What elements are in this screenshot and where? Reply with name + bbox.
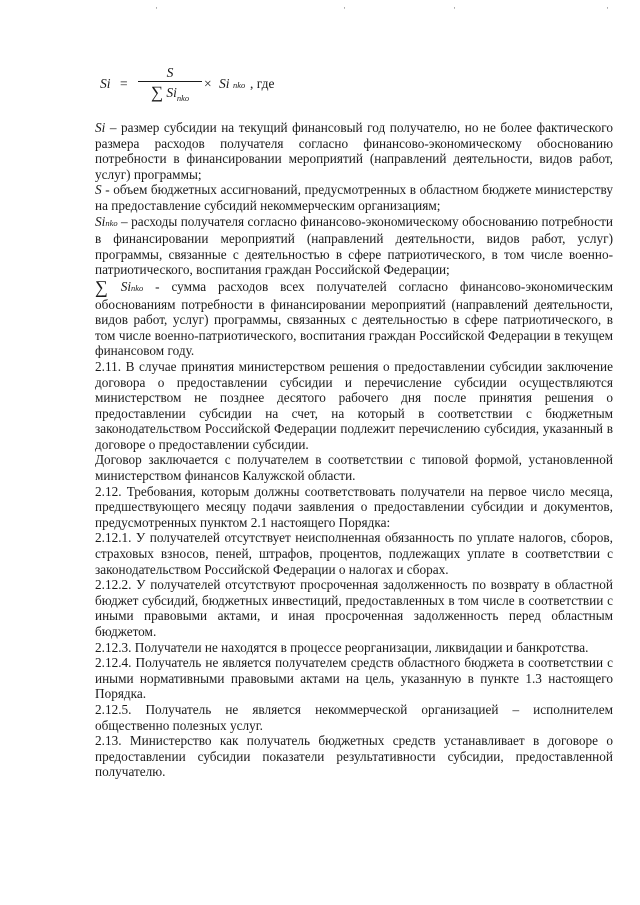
formula-tail: , где bbox=[250, 76, 275, 91]
formula-denominator bbox=[138, 82, 202, 102]
definition-sinko: Sinko – расходы получателя согласно финансово-экономическому обоснованию потребности в финансировании мероприятий (направлений деятельности, видов работ, услуг) программы, связанные с деятельностью в сфере патриотического, в том числе военно-патриотического, воспитания граждан Российской Федерации; bbox=[95, 213, 613, 278]
definition-si: Si – размер субсидии на текущий финансовый год получателю, но не более фактического размера расходов получателя согласно финансово-экономическому обоснованию потребности в финансировании мероприятий (направлений деятельности, видов работ, услуг) программы; bbox=[95, 120, 613, 182]
formula-equals: = bbox=[120, 76, 128, 91]
sum-symbol: ∑ bbox=[150, 83, 163, 102]
formula-lhs: Si bbox=[100, 76, 111, 91]
paragraph-2-11: 2.11. В случае принятия министерством решения о предоставлении субсидии заключение договора о предоставлении субсидии и перечисление субсидии осуществляются министерством не позднее десятого рабочего дня после принятия решения о предоставлении субсидии на счет, на который в соответствии с бюджетным законодательством Российской Федерации подлежит перечислению субсидия, указанный в договоре о предоставлении субсидии. bbox=[95, 358, 613, 452]
paragraph-2-12-1: 2.12.1. У получателей отсутствует неисполненная обязанность по уплате налогов, сборов, страховых взносов, пеней, штрафов, процентов, подлежащих уплате в соответствии с законодательством Российской Федерации о налогах и сборах. bbox=[95, 530, 613, 577]
scan-mark: · bbox=[343, 3, 346, 13]
paragraph-2-13: 2.13. Министерство как получатель бюджетных средств устанавливает в договоре о предоставлении субсидии показатели результативности субсидии, предоставленной получателю. bbox=[95, 733, 613, 780]
paragraph-2-12-5: 2.12.5. Получатель не является некоммерческой организацией – исполнителем общественно полезных услуг. bbox=[95, 701, 613, 733]
definition-s: S - объем бюджетных ассигнований, предусмотренных в областном бюджете министерству на предоставление субсидий некоммерческим организациям; bbox=[95, 182, 613, 213]
paragraph-2-12-3: 2.12.3. Получатели не находятся в процессе реорганизации, ликвидации и банкротства. bbox=[95, 639, 589, 655]
paragraph-2-12-2: 2.12.2. У получателей отсутствуют просроченная задолженность по возврату в областной бюджет субсидий, бюджетных инвестиций, предоставленных в том числе в соответствии с иными правовыми актами, и иная просроченная задолженность перед областным бюджетом. bbox=[95, 577, 613, 639]
scan-mark: · bbox=[606, 3, 609, 13]
scan-mark: · bbox=[453, 3, 456, 13]
document-body bbox=[95, 120, 613, 780]
den-var: Si bbox=[166, 85, 177, 100]
den-sub: nko bbox=[176, 93, 190, 103]
sum-symbol: ∑ bbox=[95, 276, 108, 297]
formula-rhs-var: Si bbox=[219, 76, 230, 91]
formula-times: × bbox=[204, 76, 212, 91]
formula-fraction bbox=[138, 64, 202, 102]
formula-rhs-sub: nko bbox=[233, 80, 246, 90]
definition-sum: ∑ Sinko - сумма расходов всех получателей согласно финансово-экономическим обоснованиям потребности в финансировании мероприятий (направлений деятельности, видов работ, услуг) программы, связанных с деятельностью в сфере патриотического, в том числе военно-патриотического, воспитания граждан Российской Федерации в текущем финансовом году. bbox=[95, 276, 614, 359]
formula-numerator: S bbox=[166, 65, 174, 80]
paragraph-2-12: 2.12. Требования, которым должны соответствовать получатели на первое число месяца, предшествующего месяцу подачи заявления о предоставлении субсидии и документов, предусмотренных пунктом 2.1 настоящего Порядка: bbox=[95, 483, 613, 530]
paragraph-contract: Договор заключается с получателем в соответствии с типовой формой, установленной министерством финансов Калужской области. bbox=[95, 452, 613, 484]
paragraph-2-12-4: 2.12.4. Получатель не является получателем средств областного бюджета в соответствии с иными нормативными правовыми актами на цель, указанную в пункте 1.3 настоящего Порядка. bbox=[95, 655, 613, 702]
scan-mark: · bbox=[155, 3, 158, 13]
